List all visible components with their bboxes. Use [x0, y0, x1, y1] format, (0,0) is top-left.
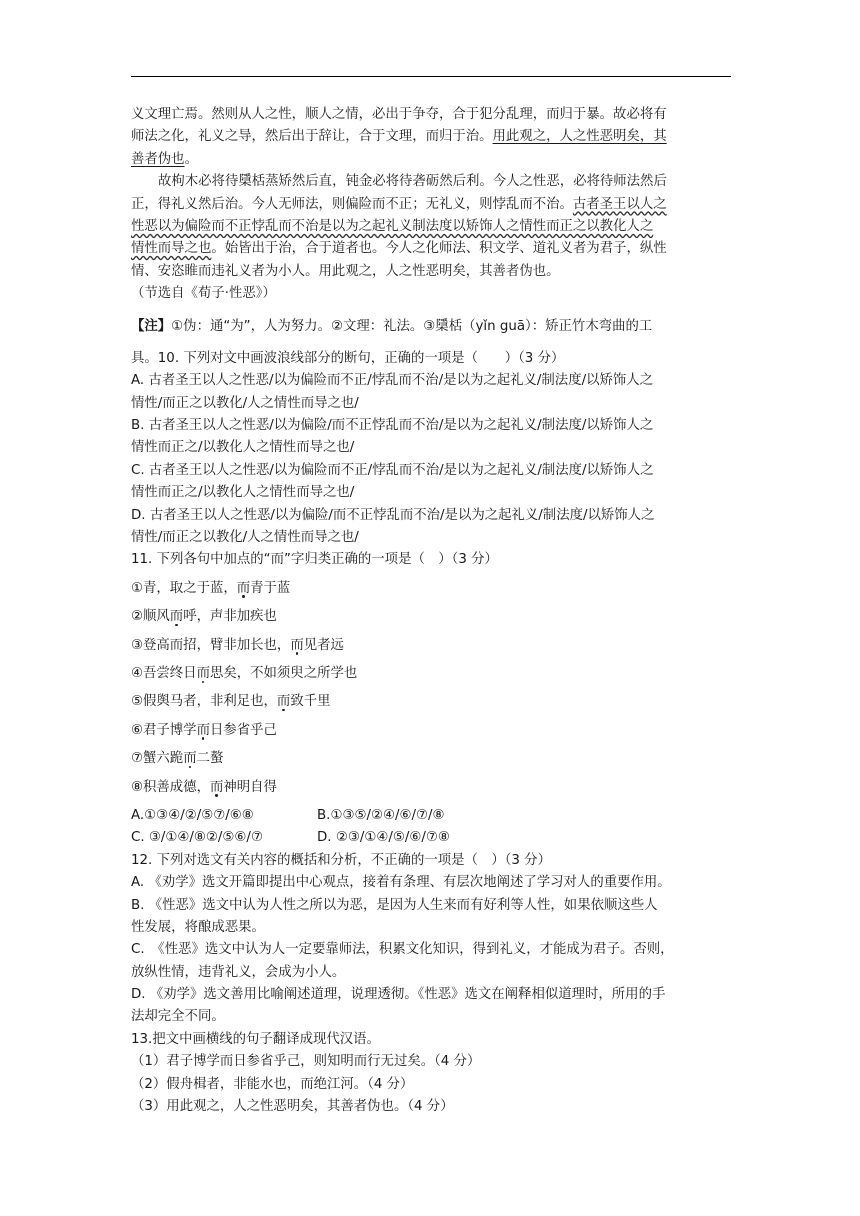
q11-item: ①青，取之于蓝，而青于蓝	[131, 580, 291, 596]
passage-source: （节选自《荀子·性恶》）	[131, 286, 276, 302]
passage-line	[131, 216, 731, 238]
q11-item: ⑧积善成德，而神明自得	[131, 779, 277, 795]
note-label: 【注】	[131, 318, 172, 334]
q11-option-d[interactable]: D. ②③/①④/⑤/⑥/⑦⑧	[317, 830, 450, 846]
q10-option-a[interactable]: A. 古者圣王以人之性恶/以为偏险而不正/悖乱而不治/是以为之起礼义/制法度/以矫饰人之	[131, 373, 654, 389]
q11-option-c[interactable]: C. ③/①④/⑧②/⑤⑥/⑦	[131, 830, 263, 846]
underlined-sentence: 用此观之，人之性恶明矣，其	[492, 129, 667, 145]
passage-text: 故枸木必将待檃栝蒸矫然后直，钝金必将待砻砺然后利。今人之性恶，必将待师法然后	[158, 174, 667, 190]
dotted-char: 而	[196, 665, 210, 681]
question-11-stem: 11. 下列各句中加点的“而”字归类正确的一项是（ ）（3 分）	[131, 552, 498, 568]
header-rule	[131, 76, 731, 77]
passage-text: 。始皆出于治，合于道者也。今人之化师法、积文学、道礼义者为君子，纵性	[211, 241, 667, 257]
note-line	[131, 316, 731, 338]
q11-option-b[interactable]: B.①③⑤/②④/⑥/⑦/⑧	[317, 807, 445, 823]
question-10-stem: 具。10. 下列对文中画波浪线部分的断句，正确的一项是（ ）（3 分）	[131, 350, 565, 366]
document-body	[131, 104, 731, 1118]
q13-item-1: （1）君子博学而日参省乎己，则知明而行无过矣。（4 分）	[131, 1054, 481, 1070]
passage-text: 正，得礼义然后治。今人无师法，则偏险而不正；无礼义，则悖乱而不治。	[131, 196, 573, 212]
passage-text: 。	[184, 151, 198, 167]
q13-item-3: （3）用此观之，人之性恶明矣，其善者伪也。（4 分）	[131, 1099, 454, 1115]
passage-text: 师法之化，礼义之导，然后出于辞让，合于文理，而归于治。	[131, 129, 493, 145]
passage-line	[131, 149, 731, 171]
q10-option-c[interactable]: C. 古者圣王以人之性恶/以为偏险而不正/悖乱而不治/是以为之起礼义/制法度/以矫饰人之	[131, 462, 654, 478]
passage-line	[131, 194, 731, 216]
question-12-stem: 12. 下列对选文有关内容的概括和分析，不正确的一项是（ ）（3 分）	[131, 852, 551, 868]
note-text: ①伪：通“为”，人为努力。②文理：礼法。③檃栝（yǐn guā）：矫正竹木弯曲的工	[171, 318, 653, 334]
q10-option-c-cont: 情性而正之/以教化人之情性而导之也/	[131, 485, 355, 501]
q10-option-d[interactable]: D. 古者圣王以人之性恶/以为偏险/而不正悖乱而不治/是以为之起礼义/制法度/以矫饰人之	[131, 507, 655, 523]
passage-text: 义文理亡焉。然则从人之性，顺人之情，必出于争夺，合于犯分乱理，而归于暴。故必将有	[131, 107, 667, 122]
q12-option-b[interactable]: B. 《性恶》选文中认为人性之所以为恶，是因为人生来而有好利等人性，如果依顺这些人	[131, 897, 658, 913]
wavy-underlined-text: 性恶以为偏险而不正悖乱而不治是以为之起礼义制法度以矫饰人之情性而正之以教化人之	[131, 218, 654, 234]
question-13-stem: 13.把文中画横线的句子翻译成现代汉语。	[131, 1031, 380, 1047]
passage-line	[131, 104, 731, 126]
underlined-sentence: 善者伪也	[131, 151, 185, 167]
q11-options-row-1	[131, 805, 731, 827]
q12-option-a[interactable]: A. 《劝学》选文开篇即提出中心观点，接着有条理、有层次地阐述了学习对人的重要作用。	[131, 875, 671, 891]
q12-option-b-cont: 性发展，将酿成恶果。	[131, 919, 265, 935]
q11-item: ③登高而招，臂非加长也，而见者远	[131, 637, 344, 653]
passage-text: 情、安恣睢而违礼义者为小人。用此观之，人之性恶明矣，其善者伪也。	[131, 263, 560, 279]
q12-option-d[interactable]: D. 《劝学》选文善用比喻阐述道理，说理透彻。《性恶》选文在阐释相似道理时，所用的手	[131, 987, 666, 1003]
passage-line	[131, 261, 731, 283]
q10-option-d-cont: 情性/而正之以教化/人之情性而导之也/	[131, 530, 359, 546]
q10-option-b[interactable]: B. 古者圣王以人之性恶/以为偏险/而不正悖乱而不治/是以为之起礼义/制法度/以矫饰人之	[131, 418, 654, 434]
q13-item-2: （2）假舟楫者，非能水也，而绝江河。（4 分）	[131, 1076, 414, 1092]
dotted-char: 而	[276, 694, 291, 710]
q11-item: ⑥君子博学而日参省乎己	[131, 722, 277, 738]
dotted-char: 而	[183, 751, 197, 767]
wavy-underlined-text: 古者圣王以人之	[572, 196, 667, 212]
q11-item: ⑤假舆马者，非利足也，而致千里	[131, 694, 331, 710]
dotted-char: 而	[169, 609, 184, 625]
dotted-char: 而	[196, 722, 210, 738]
q11-options-row-2	[131, 827, 731, 849]
q12-option-d-cont: 法却完全不同。	[131, 1009, 225, 1025]
dotted-char: 而	[209, 779, 224, 795]
q11-item: ②顺风而呼，声非加疾也	[131, 609, 277, 625]
q12-option-c-cont: 放纵性情，违背礼义，会成为小人。	[131, 964, 346, 980]
q11-option-a[interactable]: A.①③④/②/⑤⑦/⑥⑧	[131, 807, 254, 823]
q11-item: ⑦蟹六跪而二螯	[131, 751, 224, 767]
passage-line	[131, 126, 731, 148]
q12-option-c[interactable]: C. 《性恶》选文中认为人一定要靠师法，积累文化知识，得到礼义，才能成为君子。否则，	[131, 942, 674, 958]
q10-option-b-cont: 情性而正之/以教化人之情性而导之也/	[131, 440, 355, 456]
wavy-underlined-text: 情性而导之也	[131, 241, 212, 257]
dotted-char: 而	[236, 580, 251, 596]
q10-option-a-cont: 情性/而正之以教化/人之情性而导之也/	[131, 395, 359, 411]
passage-line	[131, 238, 731, 260]
passage-line	[131, 171, 731, 193]
q11-item: ④吾尝终日而思矣，不如须臾之所学也	[131, 665, 358, 681]
dotted-char: 而	[290, 637, 304, 653]
